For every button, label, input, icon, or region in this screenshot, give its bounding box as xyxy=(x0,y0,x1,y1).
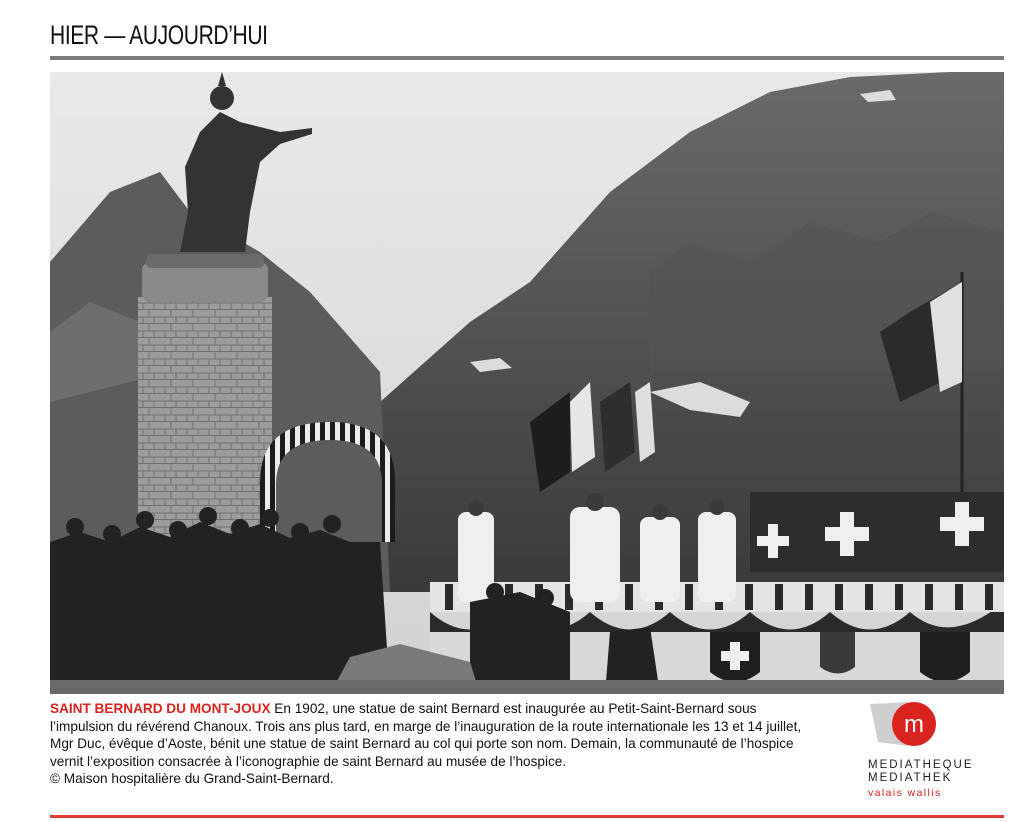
logo-line-1: MEDIATHEQUE xyxy=(868,759,974,771)
caption-lead: SAINT BERNARD DU MONT-JOUX xyxy=(50,701,271,716)
caption-body: En 1902, une statue de saint Bernard est inaugurée au Petit-Saint-Bernard sous l’impulsion du révérend Chanoux. Trois ans plus tard, en marge de l’inauguration de la route internationale les 13 et 14 juillet, Mgr Duc, évêque d’Aoste, bénit une statue de saint Bernard au col qui porte son nom. Demain, la communauté de l’hospice vernit l’exposition consacrée à l’iconographie de saint Bernard au musée de l’hospice. xyxy=(50,701,802,769)
logo-line-2: MEDIATHEK xyxy=(868,772,953,784)
photo-caption xyxy=(50,700,810,788)
mediatheque-logo xyxy=(866,700,1006,800)
header-rule xyxy=(50,56,1004,60)
logo-line-3: valais wallis xyxy=(868,787,942,799)
page-title: HIER — AUJOURD’HUI xyxy=(50,20,268,50)
footer-rule xyxy=(50,815,1004,818)
logo-letter: m xyxy=(904,711,924,738)
mediatheque-logo-icon xyxy=(868,700,940,750)
photo-credit: © Maison hospitalière du Grand-Saint-Bernard. xyxy=(50,771,334,786)
historical-photo xyxy=(50,72,1004,694)
